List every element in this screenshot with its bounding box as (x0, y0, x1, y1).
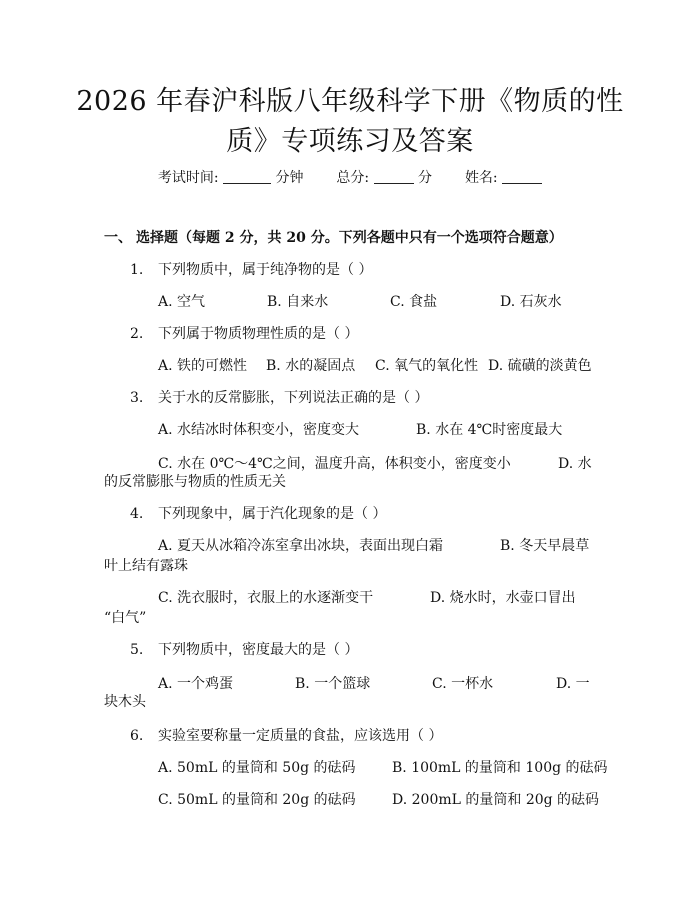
option-1d[interactable]: D. 石灰水 (500, 294, 562, 310)
section-number: 一、 (104, 230, 132, 246)
option-4a[interactable]: A. 夏天从冰箱冷冻室拿出冰块，表面出现白霜 (158, 538, 444, 554)
option-2c[interactable]: C. 氧气的氧化性 (375, 358, 479, 374)
page-title-line1: 2026 年春沪科版八年级科学下册《物质的性 (76, 86, 624, 117)
question-stem: 下列物质中，密度最大的是（ ） (158, 642, 359, 658)
question-number: 2. (130, 326, 144, 342)
question-stem: 下列现象中，属于汽化现象的是（ ） (158, 506, 387, 522)
option-4d-continued: “白气” (104, 610, 147, 626)
option-4b-continued: 叶上结有露珠 (104, 558, 188, 574)
option-4c[interactable]: C. 洗衣服时，衣服上的水逐渐变干 (158, 590, 374, 606)
score-unit: 分 (418, 170, 433, 186)
time-unit: 分钟 (275, 170, 304, 186)
option-5b[interactable]: B. 一个篮球 (295, 676, 371, 692)
question-stem: 下列属于物质物理性质的是（ ） (158, 326, 359, 342)
question-6 (130, 726, 442, 746)
question-number: 5. (130, 642, 144, 658)
score-blank[interactable] (374, 169, 414, 184)
option-6b[interactable]: B. 100mL 的量筒和 100g 的砝码 (392, 760, 608, 776)
page-title-line2: 质》专项练习及答案 (226, 126, 474, 157)
score-label: 总分: (336, 170, 370, 186)
question-2 (130, 324, 358, 344)
option-3b[interactable]: B. 水在 4℃时密度最大 (416, 422, 563, 438)
question-4 (130, 504, 386, 524)
question-stem: 关于水的反常膨胀，下列说法正确的是（ ） (158, 390, 429, 406)
option-2a[interactable]: A. 铁的可燃性 (158, 358, 248, 374)
option-5a[interactable]: A. 一个鸡蛋 (158, 676, 234, 692)
question-1 (130, 260, 372, 280)
option-6c[interactable]: C. 50mL 的量筒和 20g 的砝码 (158, 792, 356, 808)
question-number: 1. (130, 262, 144, 278)
option-5d[interactable]: D. 一 (556, 676, 590, 692)
option-5c[interactable]: C. 一杯水 (432, 676, 494, 692)
option-6a[interactable]: A. 50mL 的量筒和 50g 的砝码 (158, 760, 356, 776)
option-3c[interactable]: C. 水在 0℃～4℃之间，温度升高，体积变小，密度变小 (158, 456, 511, 472)
question-5 (130, 640, 358, 660)
option-4b[interactable]: B. 冬天早晨草 (500, 538, 590, 554)
option-3a[interactable]: A. 水结冰时体积变小，密度变大 (158, 422, 360, 438)
name-blank[interactable] (502, 169, 542, 184)
question-number: 3. (130, 390, 144, 406)
time-blank[interactable] (223, 169, 271, 184)
question-number: 6. (130, 728, 144, 744)
option-1b[interactable]: B. 自来水 (267, 294, 329, 310)
option-6d[interactable]: D. 200mL 的量筒和 20g 的砝码 (392, 792, 600, 808)
section-heading (104, 228, 563, 248)
option-3d[interactable]: D. 水 (558, 456, 592, 472)
question-stem: 下列物质中，属于纯净物的是（ ） (158, 262, 373, 278)
section-title: 选择题（每题 2 分，共 20 分。下列各题中只有一个选项符合题意） (136, 230, 563, 246)
option-2d[interactable]: D. 硫磺的淡黄色 (488, 358, 592, 374)
option-3d-continued: 的反常膨胀与物质的性质无关 (104, 474, 286, 490)
option-4d[interactable]: D. 烧水时，水壶口冒出 (430, 590, 576, 606)
option-2b[interactable]: B. 水的凝固点 (266, 358, 356, 374)
option-1c[interactable]: C. 食盐 (390, 294, 438, 310)
question-stem: 实验室要称量一定质量的食盐，应该选用（ ） (158, 728, 443, 744)
time-label: 考试时间: (157, 170, 219, 186)
name-label: 姓名: (464, 170, 498, 186)
question-3 (130, 388, 428, 408)
exam-meta (0, 168, 700, 188)
option-1a[interactable]: A. 空气 (158, 294, 206, 310)
question-number: 4. (130, 506, 144, 522)
option-5d-continued: 块木头 (104, 694, 146, 710)
